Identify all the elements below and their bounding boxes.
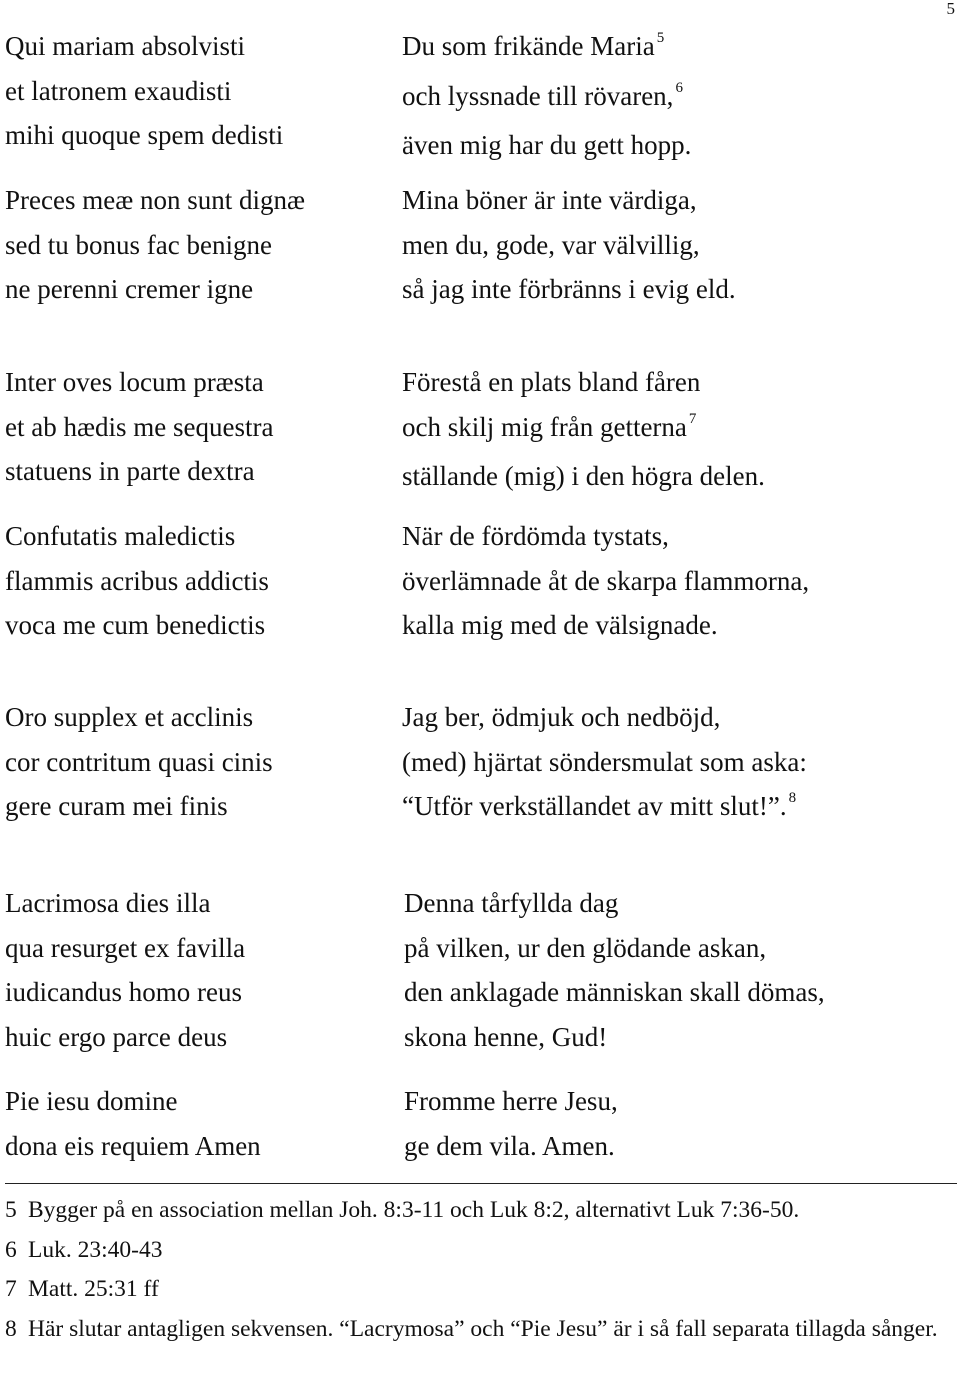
latin-line: huic ergo parce deus xyxy=(5,1021,228,1052)
latin-line: et latronem exaudisti xyxy=(5,75,232,106)
swedish-line xyxy=(402,695,807,740)
latin-line: ne perenni cremer igne xyxy=(5,274,254,304)
line-text: den anklagade människan skall dömas, xyxy=(404,977,825,1007)
footnotes xyxy=(5,1191,955,1349)
footnote-number: 7 xyxy=(5,1276,17,1302)
swedish-line xyxy=(404,881,825,926)
footnote-divider xyxy=(5,1183,957,1184)
swedish-line xyxy=(402,784,807,834)
swedish-line xyxy=(402,360,765,405)
swedish-line xyxy=(402,603,809,648)
line-text: så jag inte förbränns i evig eld. xyxy=(402,274,736,304)
swedish-line xyxy=(402,223,736,268)
swedish-line xyxy=(404,970,825,1015)
latin-text xyxy=(5,695,273,829)
latin-line: cor contritum quasi cinis xyxy=(5,746,273,777)
footnote-number: 8 xyxy=(5,1315,17,1342)
latin-line: Oro supplex et acclinis xyxy=(5,702,254,732)
latin-line: qua resurget ex favilla xyxy=(5,932,246,963)
line-text: överlämnade åt de skarpa flammorna, xyxy=(402,565,810,596)
swedish-line xyxy=(404,1079,618,1124)
line-text: kalla mig med de välsignade. xyxy=(402,610,718,640)
line-text: Du som frikände Maria xyxy=(402,31,655,61)
swedish-line xyxy=(402,74,691,124)
footnote-number: 6 xyxy=(5,1236,17,1263)
swedish-line xyxy=(402,559,809,604)
swedish-line xyxy=(402,405,765,455)
swedish-translation xyxy=(402,695,807,834)
footnote-ref[interactable]: 7 xyxy=(688,410,697,427)
swedish-line xyxy=(402,740,807,785)
footnote-7 xyxy=(5,1270,955,1310)
latin-line: Lacrimosa dies illa xyxy=(5,888,211,918)
line-text: skona henne, Gud! xyxy=(404,1021,608,1052)
line-text: även mig har du gett hopp. xyxy=(402,130,692,160)
swedish-line xyxy=(402,24,691,74)
line-text: Fromme herre Jesu, xyxy=(404,1086,618,1116)
line-text: “Utför verkställandet av mitt slut!”. xyxy=(402,791,787,821)
page-number: 5 xyxy=(946,0,955,18)
swedish-line xyxy=(402,178,736,223)
footnote-text: Här slutar antagligen sekvensen. “Lacrymosa” och “Pie Jesu” är i så fall separata tillagda sånger. xyxy=(28,1315,938,1342)
swedish-translation xyxy=(404,881,825,1059)
swedish-line xyxy=(402,123,691,168)
swedish-translation xyxy=(404,1079,618,1168)
latin-text xyxy=(5,514,269,648)
latin-line: statuens in parte dextra xyxy=(5,456,255,486)
footnote-text: Matt. 25:31 ff xyxy=(28,1276,159,1302)
latin-line: Inter oves locum præsta xyxy=(5,367,264,397)
line-text: Förestå en plats bland fåren xyxy=(402,367,701,397)
line-text: Mina böner är inte värdiga, xyxy=(402,185,697,215)
swedish-translation xyxy=(402,178,736,312)
latin-line: dona eis requiem Amen xyxy=(5,1130,261,1161)
latin-text xyxy=(5,24,283,158)
line-text: och lyssnade till rövaren, xyxy=(402,80,674,111)
footnote-number: 5 xyxy=(5,1197,17,1223)
latin-text xyxy=(5,1079,261,1168)
line-text: ge dem vila. Amen. xyxy=(404,1130,615,1161)
latin-line: flammis acribus addictis xyxy=(5,565,269,596)
footnote-6 xyxy=(5,1231,955,1271)
swedish-line xyxy=(402,514,809,559)
line-text: och skilj mig från getterna xyxy=(402,411,687,442)
line-text: ställande (mig) i den högra delen. xyxy=(402,461,765,491)
latin-line: iudicandus homo reus xyxy=(5,977,242,1007)
line-text: Jag ber, ödmjuk och nedböjd, xyxy=(402,702,721,732)
swedish-line xyxy=(402,454,765,499)
swedish-line xyxy=(404,1124,618,1169)
latin-line: mihi quoque spem dedisti xyxy=(5,120,284,150)
footnote-ref[interactable]: 6 xyxy=(675,79,683,96)
swedish-line xyxy=(404,926,825,971)
line-text: När de fördömda tystats, xyxy=(402,521,669,551)
latin-line: Pie iesu domine xyxy=(5,1086,178,1116)
footnote-8 xyxy=(5,1310,955,1350)
footnote-ref[interactable]: 5 xyxy=(656,30,665,46)
latin-line: Preces meæ non sunt dignæ xyxy=(5,185,305,215)
latin-line: gere curam mei finis xyxy=(5,791,228,821)
footnote-5 xyxy=(5,1191,955,1231)
swedish-translation xyxy=(402,24,691,168)
swedish-translation xyxy=(402,360,765,499)
latin-line: et ab hædis me sequestra xyxy=(5,411,274,442)
latin-line: voca me cum benedictis xyxy=(5,610,266,640)
footnote-text: Luk. 23:40-43 xyxy=(28,1236,163,1263)
swedish-translation xyxy=(402,514,809,648)
footnote-text: Bygger på en association mellan Joh. 8:3-11 och Luk 8:2, alternativt Luk 7:36-50. xyxy=(28,1197,800,1223)
footnote-ref[interactable]: 8 xyxy=(788,790,797,806)
latin-text xyxy=(5,881,245,1059)
swedish-line xyxy=(402,267,736,312)
latin-line: sed tu bonus fac benigne xyxy=(5,229,272,260)
line-text: (med) hjärtat söndersmulat som aska: xyxy=(402,746,807,777)
swedish-line xyxy=(404,1015,825,1060)
latin-line: Confutatis maledictis xyxy=(5,521,236,551)
latin-text xyxy=(5,178,305,312)
line-text: Denna tårfyllda dag xyxy=(404,888,619,918)
latin-line: Qui mariam absolvisti xyxy=(5,31,245,61)
line-text: men du, gode, var välvillig, xyxy=(402,229,700,260)
latin-text xyxy=(5,360,273,494)
line-text: på vilken, ur den glödande askan, xyxy=(404,932,767,963)
